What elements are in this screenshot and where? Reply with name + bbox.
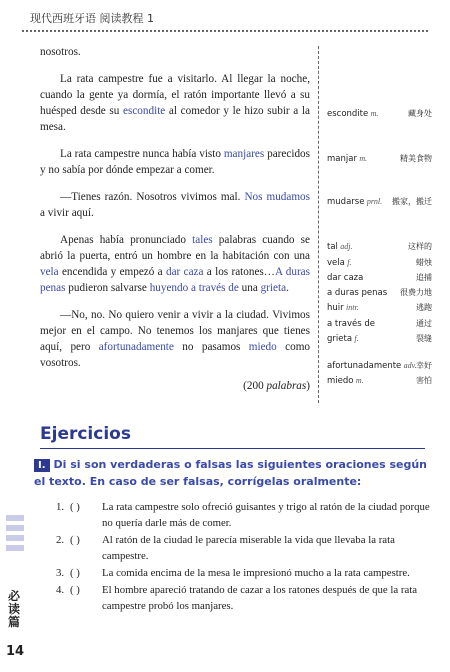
running-header: 现代西班牙语 阅读教程 1	[30, 12, 154, 25]
glossed-word: escondite	[123, 105, 166, 117]
gloss-translation: 裂缝	[416, 334, 432, 343]
gloss-translation: 这样的	[408, 242, 432, 251]
exercise-item	[56, 532, 436, 564]
gloss-translation: 通过	[416, 319, 432, 328]
glossary-entry	[327, 272, 432, 284]
item-text: Al ratón de la ciudad le parecía miserable la vida que llevaba la rata campestre.	[102, 534, 395, 562]
glossary-entry	[327, 287, 432, 299]
text-run: pudieron salvarse	[65, 282, 150, 294]
gloss-pos: f.	[354, 334, 359, 343]
glossary-entry	[327, 318, 432, 330]
exercise-item	[56, 499, 436, 531]
glossary-entry	[327, 108, 432, 120]
answer-blank: ( )	[70, 501, 80, 513]
gloss-pos: intr.	[346, 303, 359, 312]
gloss-translation: 搬家，搬迁	[392, 197, 432, 206]
answer-blank: ( )	[70, 584, 80, 596]
glossed-word: tales	[192, 234, 213, 246]
glossary-entry	[327, 333, 432, 345]
gloss-translation: 幸好	[416, 361, 432, 370]
glossed-word: dar caza	[165, 266, 204, 278]
text-run: La rata campestre fue a visitarlo. Al llegar la noche, cuando la gente ya dormía, el ratón importante llevó a su huésped desde su	[40, 73, 310, 117]
gloss-pos: m.	[359, 154, 368, 163]
page-number: 14	[6, 644, 25, 659]
word-count	[40, 378, 310, 394]
glossed-word: Nos mudamos	[244, 191, 310, 203]
item-number: 4.	[56, 584, 65, 596]
text-run: Apenas había pronunciado	[60, 234, 193, 246]
text-run: como vosotros.	[40, 341, 310, 369]
paragraph	[40, 232, 310, 296]
item-number: 2.	[56, 534, 65, 546]
paragraph	[40, 189, 310, 221]
gloss-pos: f.	[347, 258, 352, 267]
decor-stripe	[6, 515, 24, 521]
paragraph: nosotros.	[40, 46, 81, 58]
exercise-item	[56, 582, 436, 614]
reading-text	[40, 44, 310, 394]
exercises-divider	[40, 448, 425, 449]
gloss-translation: 蜡烛	[416, 258, 432, 267]
gloss-word: grieta	[327, 334, 353, 344]
paragraph	[40, 307, 310, 371]
paragraph	[40, 146, 310, 178]
glossed-word: vela	[40, 266, 59, 278]
text-run: .	[286, 282, 289, 294]
gloss-translation: 藏身处	[408, 109, 432, 118]
text-run: La rata campestre nunca había visto	[60, 148, 224, 160]
glossary-entry	[327, 360, 432, 372]
glossary-entry	[327, 196, 432, 208]
answer-blank: ( )	[70, 567, 80, 579]
glossed-word: A duras penas	[40, 266, 310, 294]
text-run: al comedor y le hizo subir a la mesa.	[40, 105, 310, 133]
gloss-pos: m.	[355, 376, 364, 385]
text-run: encendida y empezó a	[58, 266, 166, 278]
item-text: La comida encima de la mesa le impresionó mucho a la rata campestre.	[102, 567, 410, 579]
text-run: parecidos y no sabía por dónde empezar a comer.	[40, 148, 310, 176]
gloss-word: escondite	[327, 109, 369, 119]
glossed-word: grieta	[260, 282, 287, 294]
exercise-instruction	[34, 456, 429, 490]
glossed-word: manjares	[223, 148, 265, 160]
exercises-heading: Ejercicios	[40, 424, 131, 444]
gloss-translation: 逃跑	[416, 303, 432, 312]
gloss-translation: 很费力地	[400, 288, 432, 297]
gloss-pos: adj.	[340, 242, 353, 251]
instruction-text: Di si son verdaderas o falsas las siguientes oraciones según el texto. En caso de ser falsas, corrígelas oralmente:	[34, 458, 428, 488]
text-run: a vivir aquí.	[40, 207, 94, 219]
glossary-entry	[327, 241, 432, 253]
gloss-word: dar caza	[327, 273, 364, 283]
gloss-pos: m.	[370, 109, 379, 118]
text-run: una	[238, 282, 261, 294]
decor-stripe	[6, 535, 24, 541]
side-decoration	[6, 515, 24, 555]
exercise-items	[56, 499, 436, 615]
exercise-item	[56, 565, 436, 581]
glossed-word: miedo	[248, 341, 277, 353]
text-run: a los ratones…	[203, 266, 275, 278]
gloss-word: a duras penas	[327, 288, 388, 298]
glossary-entry	[327, 302, 432, 314]
section-side-label: 必读篇	[8, 589, 21, 629]
gloss-word: afortunadamente	[327, 361, 402, 371]
gloss-pos: prnl.	[366, 197, 383, 206]
glossary-entry	[327, 375, 432, 387]
gloss-word: a través de	[327, 319, 375, 329]
glossed-word: huyendo a través de	[149, 282, 239, 294]
gloss-word: manjar	[327, 154, 357, 164]
item-text: La rata campestre solo ofreció guisantes y trigo al ratón de la ciudad porque no quería darle más de comer.	[102, 501, 430, 529]
gloss-word: mudarse	[327, 197, 365, 207]
glossed-word: afortunadamente	[98, 341, 174, 353]
answer-blank: ( )	[70, 534, 80, 546]
gloss-word: tal	[327, 242, 338, 252]
text-run: palabras cuando se abrió la puerta, entró un hombre en la habitación con una	[40, 234, 310, 262]
text-run: —Tienes razón. Nosotros vivimos mal.	[60, 191, 245, 203]
decor-stripe	[6, 525, 24, 531]
decor-stripe	[6, 545, 24, 551]
word-count-unit: palabras	[266, 380, 307, 392]
gloss-translation: 精美食物	[400, 154, 432, 163]
word-count-number: (200	[243, 380, 267, 392]
margin-divider	[318, 46, 319, 403]
item-number: 3.	[56, 567, 65, 579]
text-run: no pasamos	[173, 341, 249, 353]
gloss-pos: adv.	[403, 361, 417, 370]
text-run: —No, no. No quiero venir a vivir a la ciudad. Vivimos mejor en el campo. No tenemos los manjares que tienes aquí, pero	[40, 309, 310, 353]
gloss-translation: 追捕	[416, 273, 432, 282]
paragraph	[40, 71, 310, 135]
gloss-word: miedo	[327, 376, 354, 386]
gloss-word: huir	[327, 303, 344, 313]
gloss-word: vela	[327, 258, 345, 268]
header-divider	[22, 30, 428, 32]
gloss-translation: 害怕	[416, 376, 432, 385]
glossary-entry	[327, 257, 432, 269]
item-number: 1.	[56, 501, 65, 513]
word-count-close: )	[306, 380, 310, 392]
item-text: El hombre apareció tratando de cazar a los ratones después de que la rata campestre probó los manjares.	[102, 584, 418, 612]
glossary-entry	[327, 153, 432, 165]
exercise-number-badge: I.	[34, 459, 50, 472]
